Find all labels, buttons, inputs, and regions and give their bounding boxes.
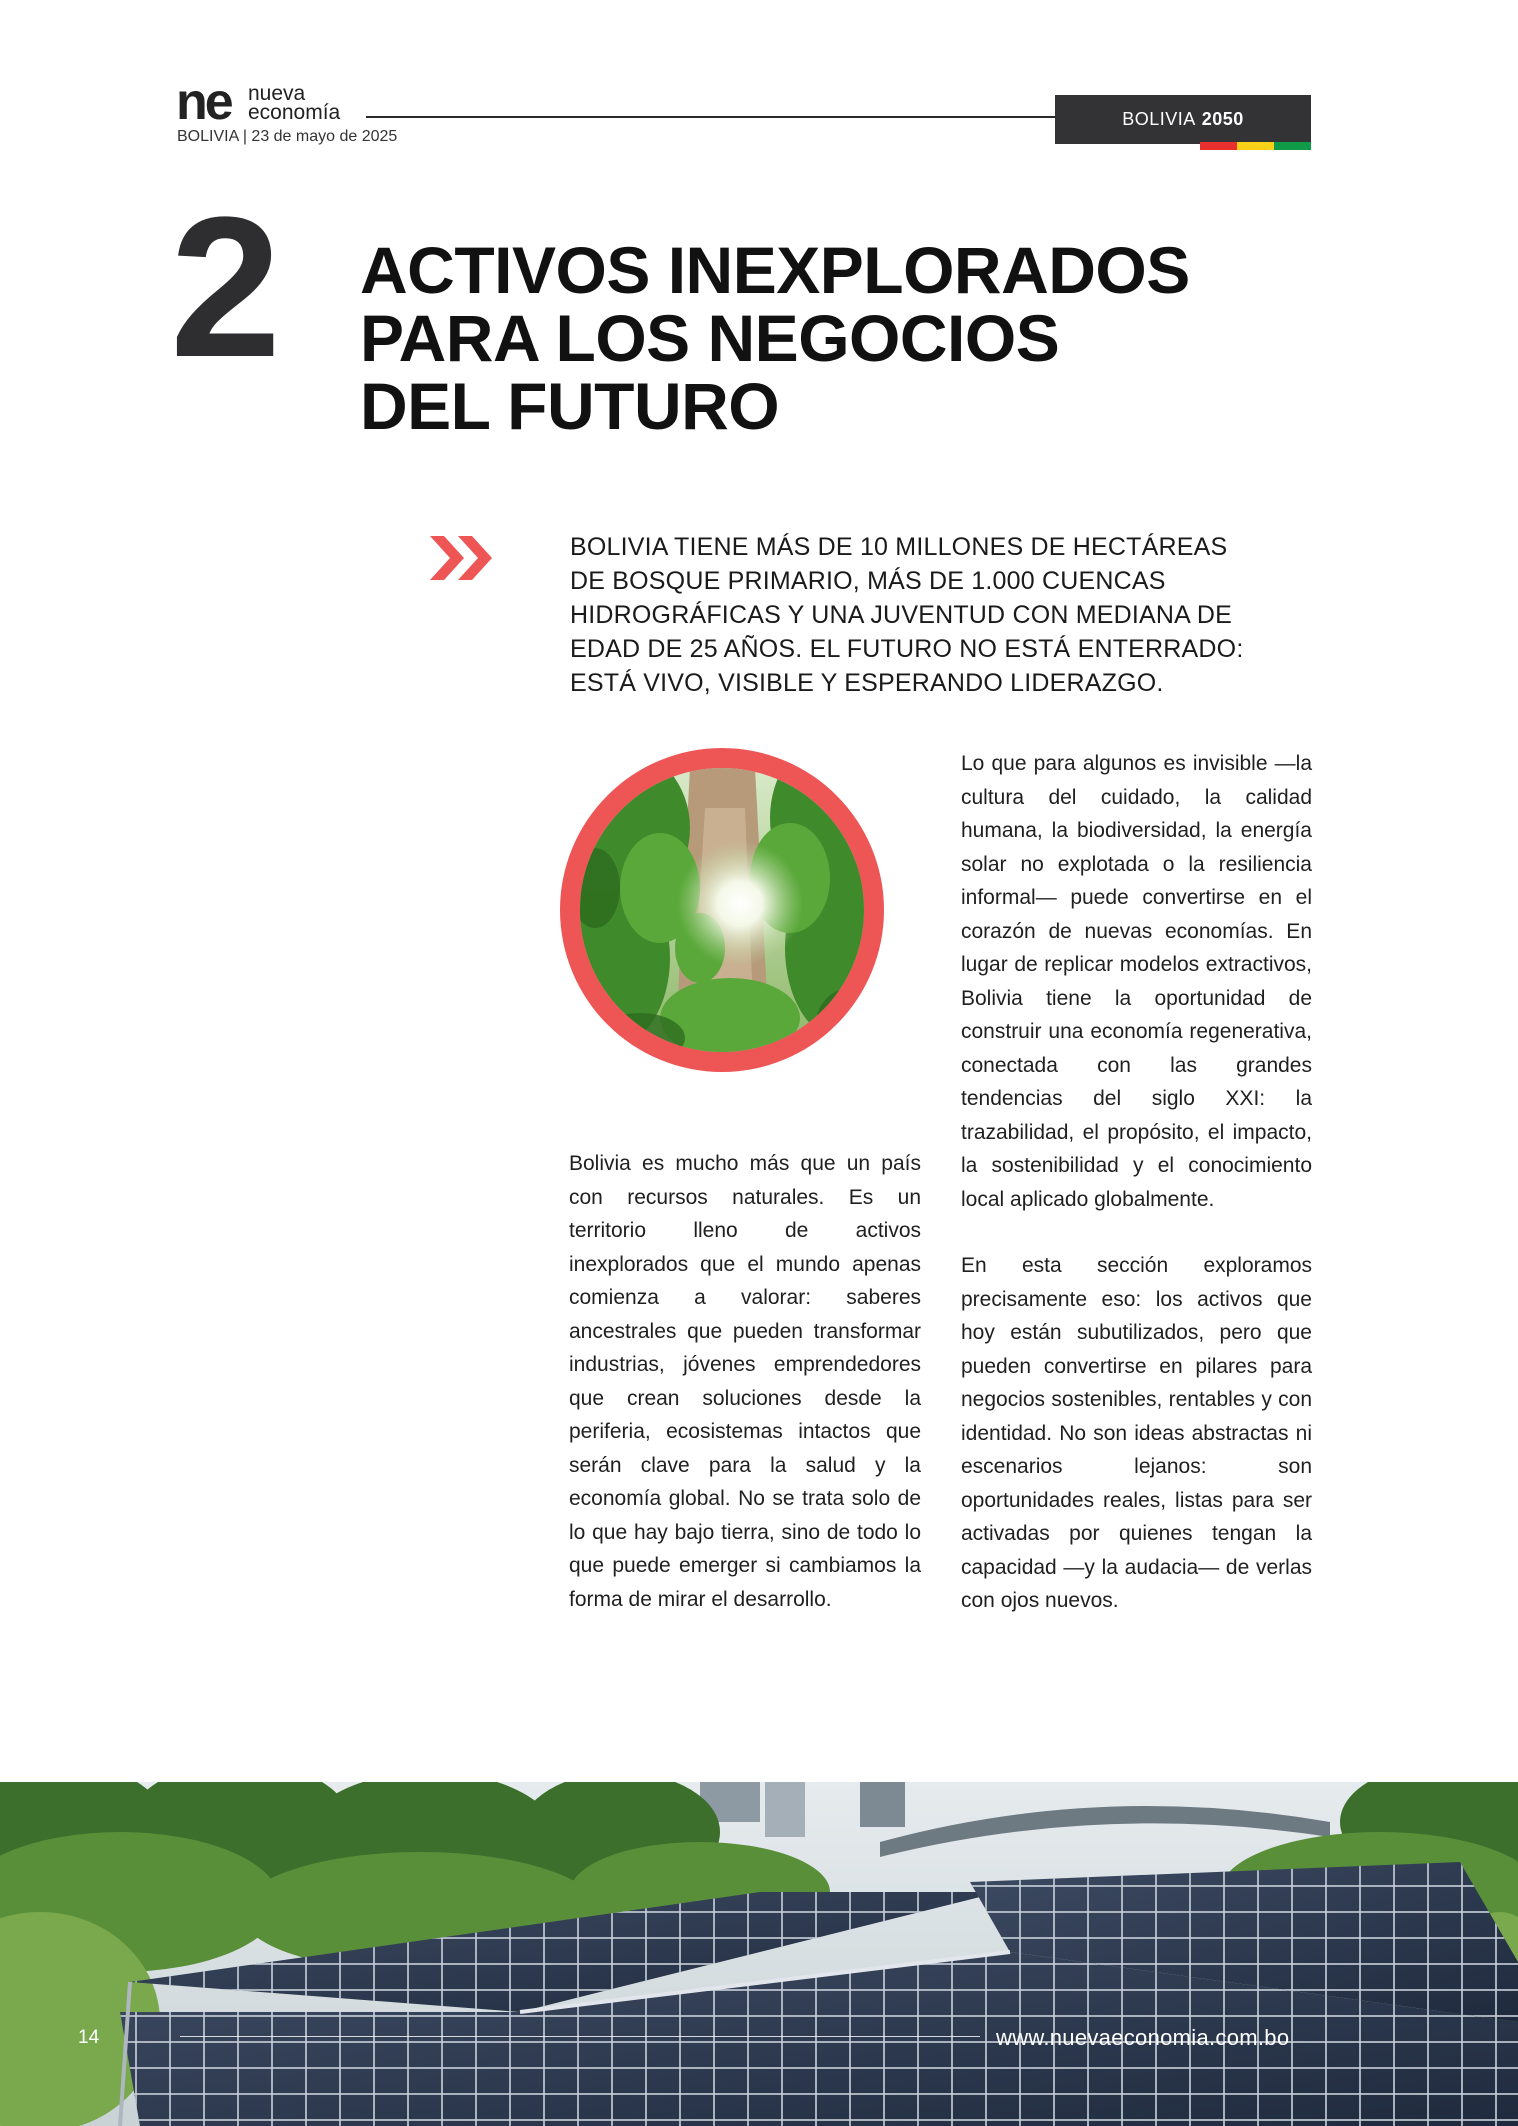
title-line: PARA LOS NEGOCIOS — [360, 301, 1060, 375]
flag-stripe-yellow — [1237, 142, 1274, 150]
body-column-left — [569, 1147, 921, 1616]
logo-wordmark — [248, 84, 340, 122]
intro-lead — [570, 530, 1290, 700]
location-date: BOLIVIA | 23 de mayo de 2025 — [177, 128, 398, 145]
page-number: 14 — [78, 2027, 100, 2048]
body-paragraph: Lo que para algunos es invisible —la cultura del cuidado, la calidad humana, la biodiversidad, la energía solar no explotada o la resiliencia informal— puede convertirse en el corazón de nuevas economías. En lugar de replicar modelos extractivos, Bolivia tiene la oportunidad de construir una economía regenerativa, conectada con las grandes tendencias del siglo XXI: la trazabilidad, el propósito, el impacto, la sostenibilidad y el conocimiento local aplicado globalmente. — [961, 752, 1312, 1211]
green-building-photo — [580, 768, 864, 1052]
flag-stripe-red — [1200, 142, 1237, 150]
logo-line-2: economía — [248, 101, 341, 124]
edition-badge — [1055, 95, 1311, 144]
intro-line: HIDROGRÁFICAS Y UNA JUVENTUD CON MEDIANA DE — [570, 601, 1232, 629]
footer-divider — [180, 2036, 980, 2037]
title-line: DEL FUTURO — [360, 369, 780, 443]
intro-line: DE BOSQUE PRIMARIO, MÁS DE 1.000 CUENCAS — [570, 567, 1166, 595]
badge-year: 2050 — [1201, 109, 1244, 129]
section-title — [360, 233, 1360, 443]
body-column-right — [961, 747, 1312, 1618]
bolivia-flag-stripe — [1200, 142, 1311, 150]
intro-line: ESTÁ VIVO, VISIBLE Y ESPERANDO LIDERAZGO. — [570, 669, 1164, 697]
logo-mark: ne — [176, 73, 231, 131]
badge-country: BOLIVIA — [1122, 109, 1196, 129]
flag-stripe-green — [1274, 142, 1311, 150]
double-chevron-icon — [428, 532, 498, 584]
title-line: ACTIVOS INEXPLORADOS — [360, 233, 1190, 307]
body-paragraph: En esta sección exploramos precisamente eso: los activos que hoy están subutilizados, pero que pueden convertirse en pilares para negocios sostenibles, rentables y con identidad. No son ideas abstractas ni escenarios lejanos: son oportunidades reales, listas para ser activadas por quienes tengan la capacidad —y la audacia— de verlas con ojos nuevos. — [961, 1254, 1312, 1612]
intro-line: BOLIVIA TIENE MÁS DE 10 MILLONES DE HECTÁREAS — [570, 533, 1228, 561]
logo-line-1: nueva — [248, 82, 306, 105]
solar-panels-photo — [0, 1782, 1518, 2126]
body-paragraph: Bolivia es mucho más que un país con recursos naturales. Es un territorio lleno de activos inexplorados que el mundo apenas comienza a valorar: saberes ancestrales que pueden transformar industrias, jóvenes emprendedores que crean soluciones desde la periferia, ecosistemas intactos que serán clave para la salud y la economía global. No se trata solo de lo que hay bajo tierra, sino de todo lo que puede emerger si cambiamos la forma de mirar el desarrollo. — [569, 1152, 921, 1611]
intro-line: EDAD DE 25 AÑOS. EL FUTURO NO ESTÁ ENTERRADO: — [570, 635, 1244, 663]
website-link[interactable]: www.nuevaeconomia.com.bo — [996, 2025, 1290, 2050]
header-divider — [366, 116, 1056, 118]
section-number: 2 — [170, 176, 276, 399]
